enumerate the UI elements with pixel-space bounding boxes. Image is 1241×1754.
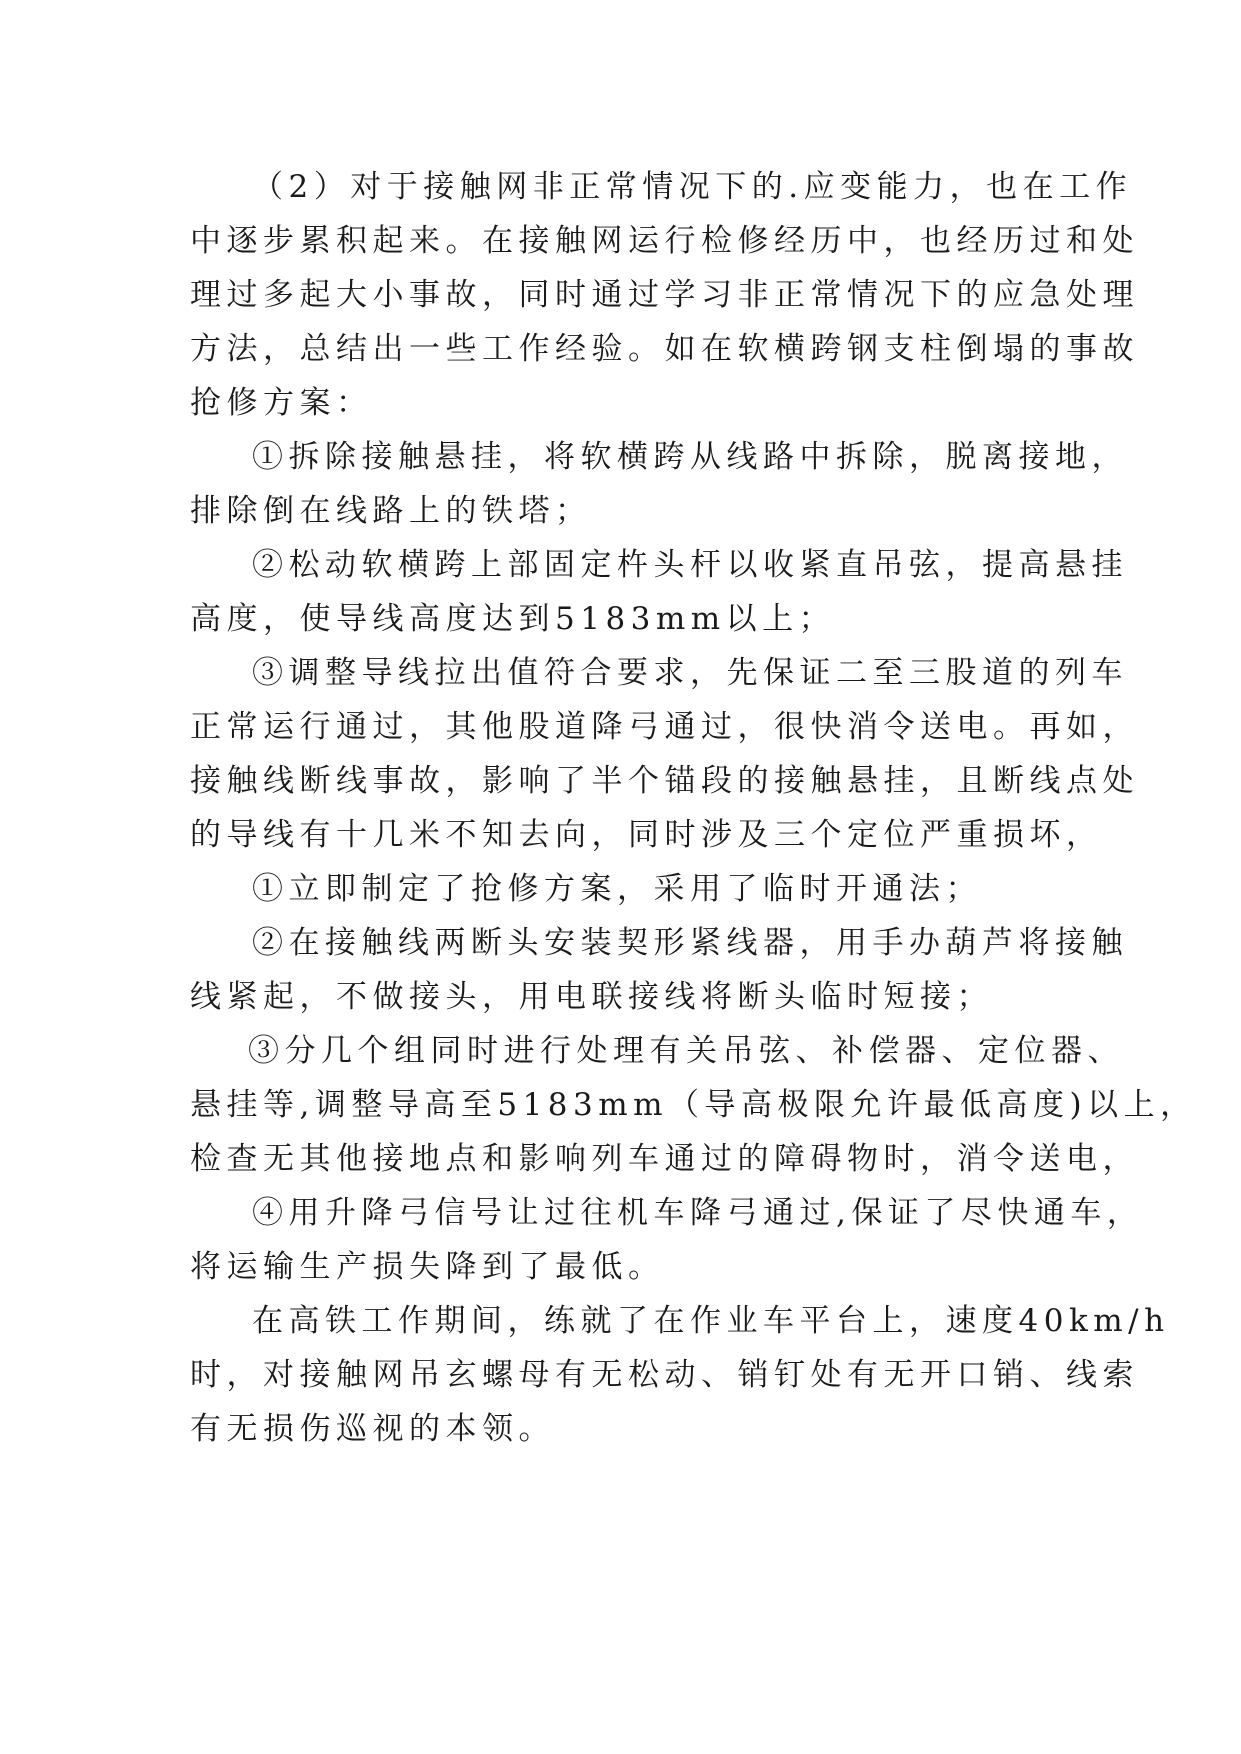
- text-line-18: 悬挂等,调整导高至5183mm（导高极限允许最低高度)以上，: [190, 1087, 1197, 1123]
- text-line-6: ①拆除接触悬挂，将软横跨从线路中拆除，脱离接地，: [252, 439, 1128, 475]
- text-line-4: 方法，总结出一些工作经验。如在软横跨钢支柱倒塌的事故: [190, 331, 1139, 367]
- text-line-19: 检查无其他接地点和影响列车通过的障碍物时，消令送电，: [190, 1141, 1139, 1177]
- text-line-13: 的导线有十几米不知去向，同时涉及三个定位严重损坏，: [190, 817, 1103, 853]
- text-line-23: 时，对接触网吊玄螺母有无松动、销钉处有无开口销、线索: [190, 1357, 1139, 1393]
- text-line-8: ②松动软横跨上部固定杵头杆以收紧直吊弦，提高悬挂: [252, 547, 1128, 583]
- text-line-16: 线紧起，不做接头，用电联接线将断头临时短接；: [190, 979, 993, 1015]
- text-line-15: ②在接触线两断头安装契形紧线器，用手办葫芦将接触: [252, 925, 1128, 961]
- text-line-1: （2）对于接触网非正常情况下的.应变能力，也在工作: [252, 169, 1133, 205]
- text-line-17: ③分几个组同时进行处理有关吊弦、补偿器、定位器、: [248, 1033, 1124, 1069]
- text-line-24: 有无损伤巡视的本领。: [190, 1411, 555, 1447]
- text-line-21: 将运输生产损失降到了最低。: [190, 1249, 665, 1285]
- document-body: [190, 160, 1197, 1456]
- text-line-12: 接触线断线事故，影响了半个锚段的接触悬挂，且断线点处: [190, 763, 1139, 799]
- text-line-9: 高度，使导线高度达到5183mm以上；: [190, 601, 836, 637]
- text-line-20: ④用升降弓信号让过往机车降弓通过,保证了尽快通车，: [252, 1195, 1144, 1231]
- text-line-7: 排除倒在线路上的铁塔；: [190, 493, 592, 529]
- text-line-11: 正常运行通过，其他股道降弓通过，很快消令送电。再如，: [190, 709, 1139, 745]
- text-line-10: ③调整导线拉出值符合要求，先保证二至三股道的列车: [252, 655, 1128, 691]
- text-line-5: 抢修方案：: [190, 385, 373, 421]
- text-line-22: 在高铁工作期间，练就了在作业车平台上，速度40km/h: [252, 1303, 1170, 1339]
- text-line-2: 中逐步累积起来。在接触网运行检修经历中，也经历过和处: [190, 223, 1139, 259]
- text-line-3: 理过多起大小事故，同时通过学习非正常情况下的应急处理: [190, 277, 1139, 313]
- text-line-14: ①立即制定了抢修方案，采用了临时开通法；: [252, 871, 982, 907]
